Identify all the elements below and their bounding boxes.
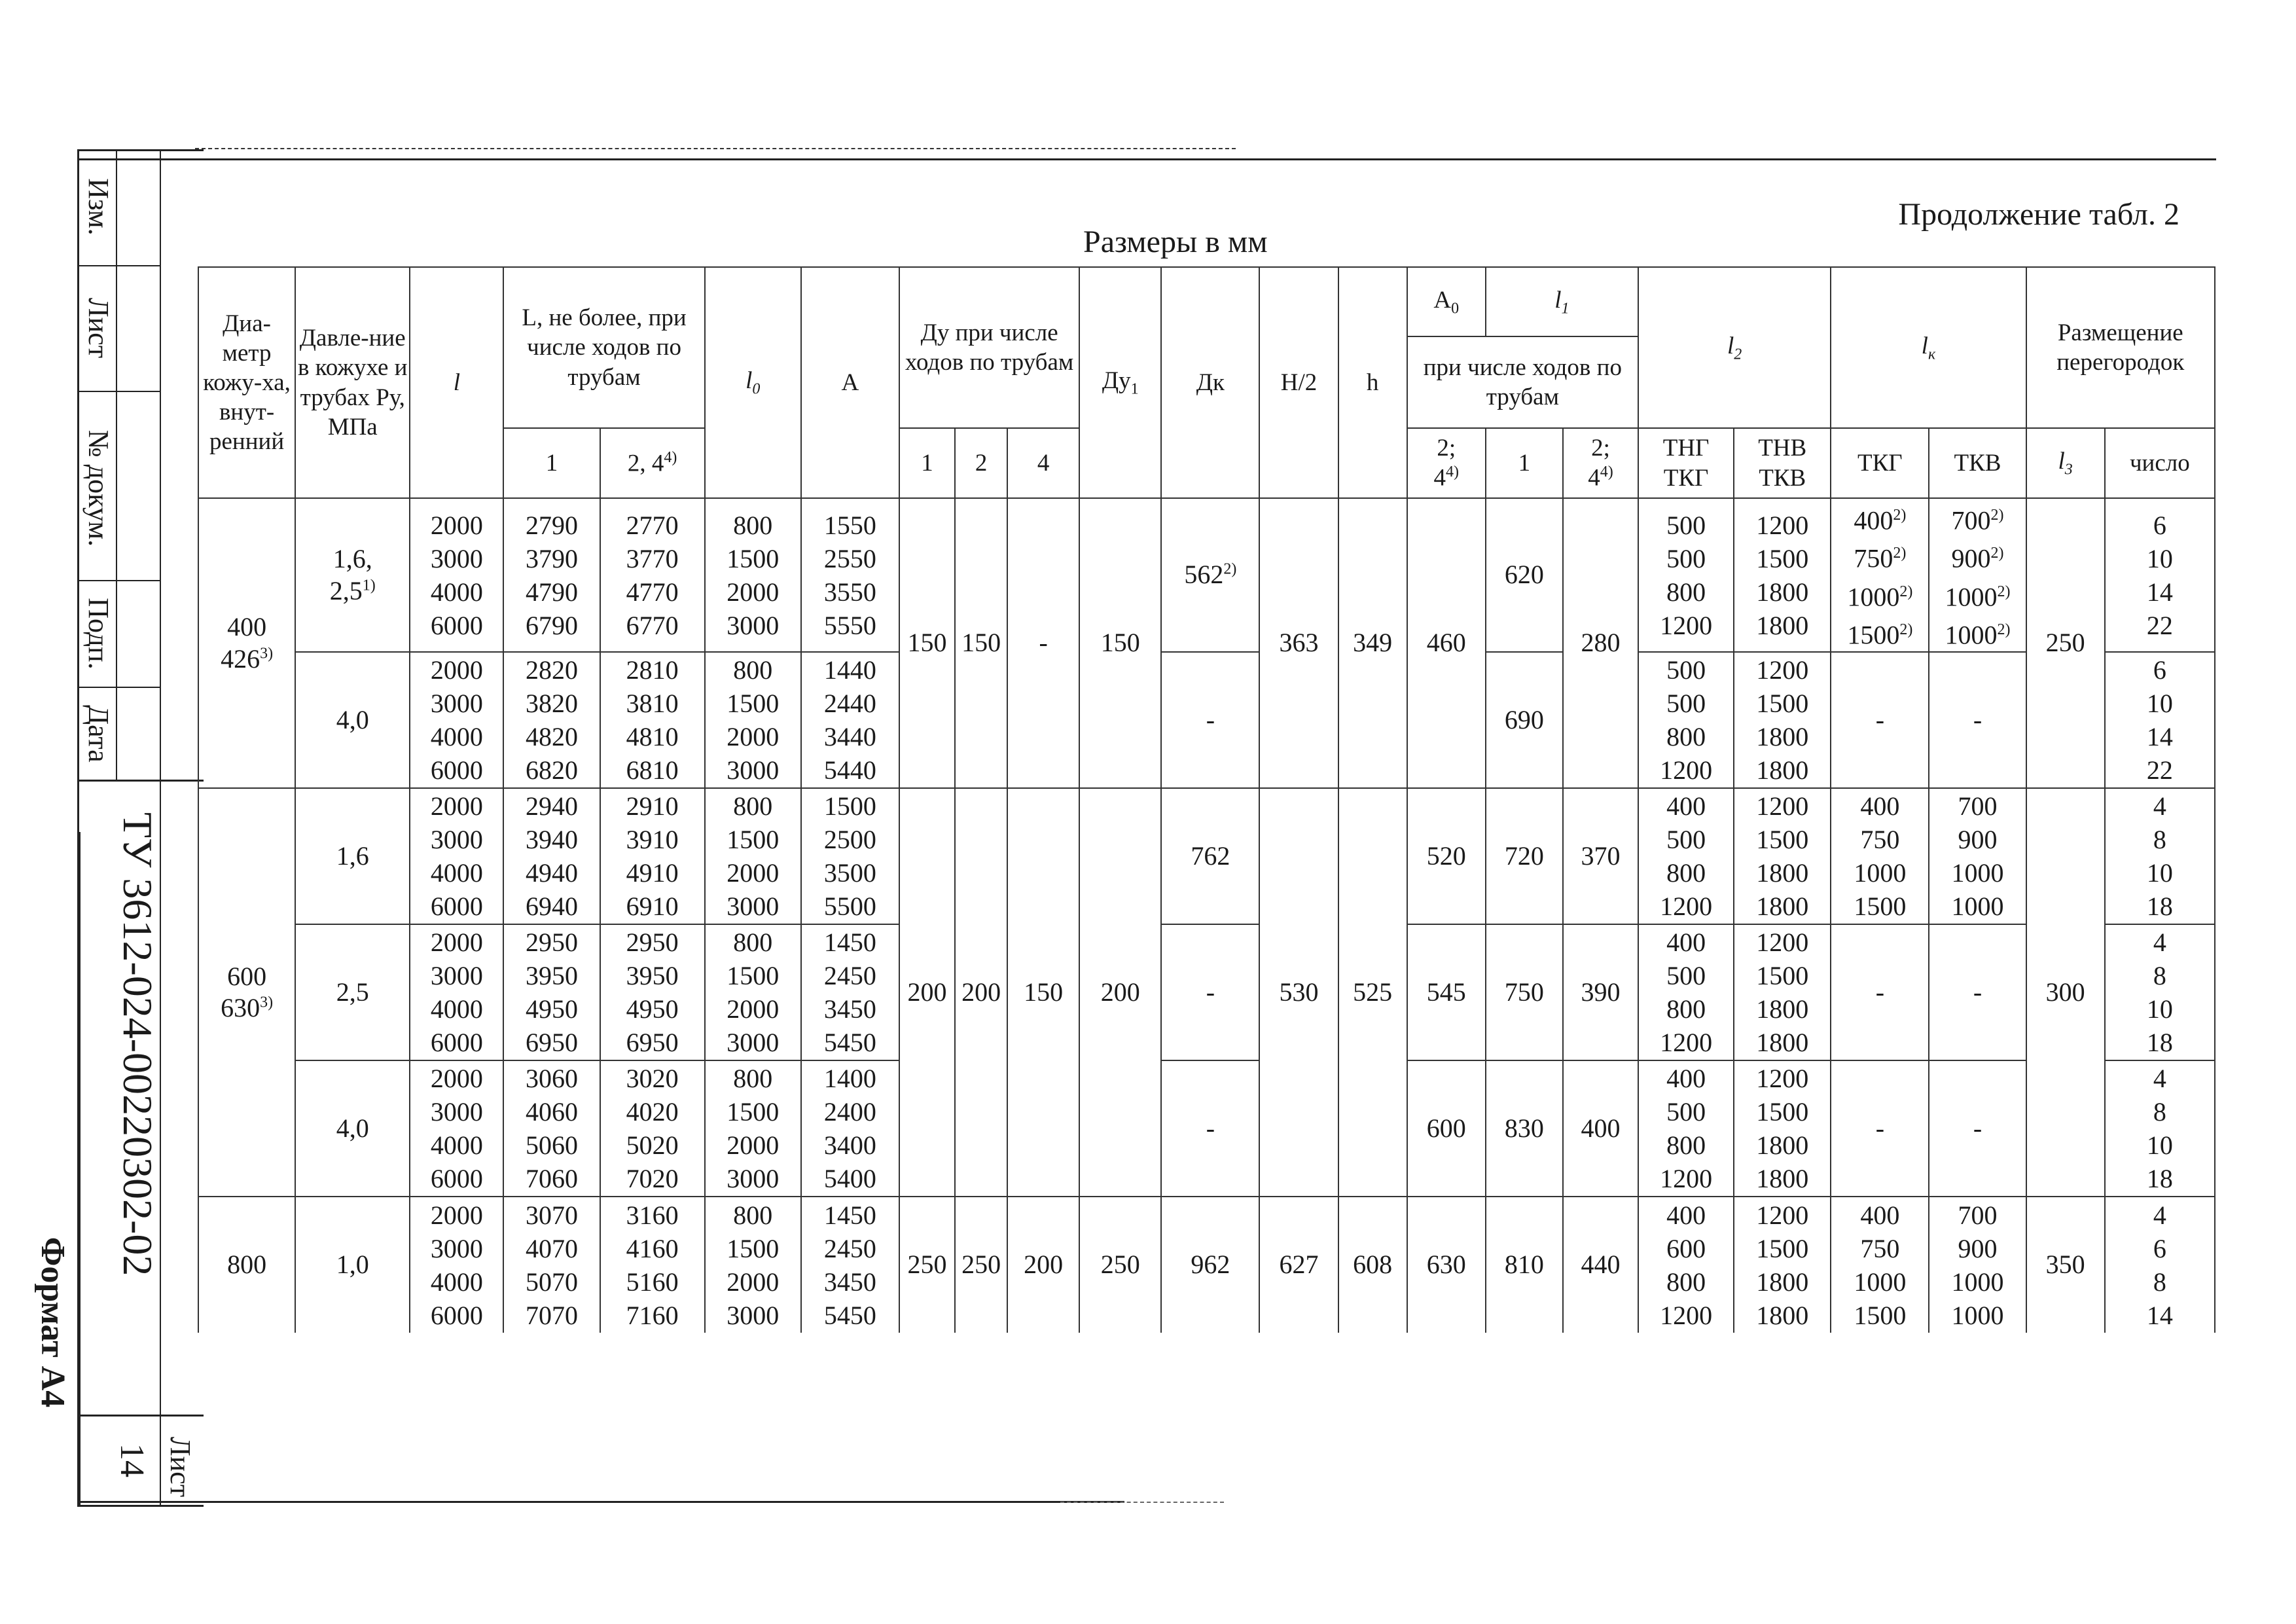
table-cell: 1200 1500 1800 1800 [1734, 1060, 1831, 1197]
table-cell: 2950 3950 4950 6950 [600, 924, 705, 1060]
table-cell: 400 [1563, 1060, 1638, 1197]
table-cell: 150 [899, 498, 955, 788]
col-Dy-1: 1 [899, 428, 955, 498]
table-cell: - [1929, 652, 2026, 788]
table-cell: 3160 4160 5160 7160 [600, 1197, 705, 1333]
table-cell: - [1831, 652, 1929, 788]
table-cell: 3070 4070 5070 7070 [503, 1197, 600, 1333]
table-cell: 1440 2440 3440 5440 [801, 652, 899, 788]
table-cell: 6 10 14 22 [2105, 498, 2215, 652]
col-Dy-4: 4 [1007, 428, 1079, 498]
col-baffles: Размещение перегородок [2026, 267, 2215, 428]
table-row [198, 652, 2215, 788]
diameter-cell: 600 630$^{3)}$ [198, 788, 295, 1197]
table-cell: 3060 4060 5060 7060 [503, 1060, 600, 1197]
table-cell: 400 500 800 1200 [1638, 924, 1734, 1060]
table-cell: 250 [955, 1197, 1007, 1333]
table-cell: 530 [1259, 788, 1338, 1197]
col-lk-a: ТКГ [1831, 428, 1929, 498]
table-cell: - [1929, 1060, 2026, 1197]
table-cell: 800 1500 2000 3000 [705, 1197, 801, 1333]
col-Dy1: $Ду_1$ [1079, 267, 1161, 498]
table-cell: 2910 3910 4910 6910 [600, 788, 705, 924]
col-l1-1: 1 [1486, 428, 1563, 498]
field-list: Лист [82, 297, 115, 359]
table-cell: - [1831, 1060, 1929, 1197]
table-cell: 200 [1079, 788, 1161, 1197]
table-cell: 2820 3820 4820 6820 [503, 652, 600, 788]
table-cell: 2810 3810 4810 6810 [600, 652, 705, 788]
col-lk-b: ТКВ [1929, 428, 2026, 498]
table-cell: 4 8 10 18 [2105, 788, 2215, 924]
sheet-label: Лист [164, 1436, 196, 1498]
table-cell: 2000 3000 4000 6000 [410, 652, 503, 788]
table-cell: 620 [1486, 498, 1563, 652]
pressure-cell: 1,6, 2,5$^{1)}$ [295, 498, 410, 652]
table-row [198, 924, 2215, 1060]
col-l0: $l_0$ [705, 267, 801, 498]
table-cell: 2940 3940 4940 6940 [503, 788, 600, 924]
table-cell: 2000 3000 4000 6000 [410, 1197, 503, 1333]
table-cell: 400 600 800 1200 [1638, 1197, 1734, 1333]
table-cell: 810 [1486, 1197, 1563, 1333]
pressure-cell: 4,0 [295, 1060, 410, 1197]
col-lk: $l_к$ [1831, 267, 2026, 428]
table-cell: 440 [1563, 1197, 1638, 1333]
table-cell: 630 [1407, 1197, 1486, 1333]
table-row [198, 498, 2215, 652]
col-L24: 2, 4$^{4)}$ [600, 428, 705, 498]
col-Dk: Дк [1161, 267, 1259, 498]
top-frame-line [77, 158, 2216, 160]
table-cell: 800 1500 2000 3000 [705, 652, 801, 788]
table-cell: 2000 3000 4000 6000 [410, 1060, 503, 1197]
table-cell: 800 1500 2000 3000 [705, 498, 801, 652]
table-cell: 2950 3950 4950 6950 [503, 924, 600, 1060]
table-cell: - [1929, 924, 2026, 1060]
continuation-label: Продолжение табл. 2 [1898, 197, 2179, 232]
table-body [198, 498, 2215, 1333]
col-Dy-2: 2 [955, 428, 1007, 498]
units-label: Размеры в мм [1083, 225, 1268, 259]
dimensions-table [198, 266, 2215, 1333]
table-cell: 720 [1486, 788, 1563, 924]
col-l1: $l_1$ [1486, 267, 1638, 336]
table-cell: 750 [1486, 924, 1563, 1060]
col-A: A [801, 267, 899, 498]
table-cell: 1200 1500 1800 1800 [1734, 498, 1831, 652]
field-signature: Подп. [82, 598, 115, 670]
table-cell: - [1831, 924, 1929, 1060]
diameter-cell: 800 [198, 1197, 295, 1333]
table-cell: 400 750 1000 1500 [1831, 788, 1929, 924]
table-cell: 250 [1079, 1197, 1161, 1333]
diameter-cell: 400 426$^{3)}$ [198, 498, 295, 788]
table-cell: 627 [1259, 1197, 1338, 1333]
table-cell: 500 500 800 1200 [1638, 498, 1734, 652]
table-cell: 400$^{2)}$ 750$^{2)}$ 1000$^{2)}$ 1500$^{2)}$ [1831, 498, 1929, 652]
table-cell: 525 [1338, 788, 1407, 1197]
field-date: Дата [82, 705, 115, 763]
col-per-passes: при числе ходов по трубам [1407, 336, 1638, 428]
table-cell: 370 [1563, 788, 1638, 924]
table-cell: 700 900 1000 1000 [1929, 1197, 2026, 1333]
table-cell: 562$^{2)}$ [1161, 498, 1259, 652]
col-L1: 1 [503, 428, 600, 498]
table-cell: 200 [899, 788, 955, 1197]
table-cell: - [1161, 652, 1259, 788]
table-cell: 800 1500 2000 3000 [705, 1060, 801, 1197]
table-cell: 1400 2400 3400 5400 [801, 1060, 899, 1197]
col-A0: $A_0$ [1407, 267, 1486, 336]
table-cell: 150 [1007, 788, 1079, 1197]
table-cell: 545 [1407, 924, 1486, 1060]
pressure-cell: 1,0 [295, 1197, 410, 1333]
sheet-number: 14 [113, 1443, 151, 1477]
table-cell: 2000 3000 4000 6000 [410, 924, 503, 1060]
table-cell: 800 1500 2000 3000 [705, 924, 801, 1060]
col-H2: Н/2 [1259, 267, 1338, 498]
col-count: число [2105, 428, 2215, 498]
table-cell: 1200 1500 1800 1800 [1734, 924, 1831, 1060]
table-cell: 150 [1079, 498, 1161, 788]
table-cell: 520 [1407, 788, 1486, 924]
table-cell: 500 500 800 1200 [1638, 652, 1734, 788]
table-cell: 1550 2550 3550 5550 [801, 498, 899, 652]
table-cell: 800 1500 2000 3000 [705, 788, 801, 924]
col-Dy-group: Ду при числе ходов по трубам [899, 267, 1079, 428]
format-label: Формат А4 [34, 1236, 71, 1408]
table-cell: 3020 4020 5020 7020 [600, 1060, 705, 1197]
table-cell: - [1007, 498, 1079, 788]
bottom-frame-line [77, 1501, 1124, 1503]
table-cell: 830 [1486, 1060, 1563, 1197]
table-cell: 460 [1407, 498, 1486, 788]
table-row [198, 1197, 2215, 1333]
col-A0-24: 2; 4$^{4)}$ [1407, 428, 1486, 498]
table-cell: 400 500 800 1200 [1638, 788, 1734, 924]
table-cell: 4 8 10 18 [2105, 1060, 2215, 1197]
table-cell: 700$^{2)}$ 900$^{2)}$ 1000$^{2)}$ 1000$^{2)}$ [1929, 498, 2026, 652]
pressure-cell: 4,0 [295, 652, 410, 788]
table-row [198, 1060, 2215, 1197]
col-l2: $l_2$ [1638, 267, 1831, 428]
left-title-block [77, 149, 204, 1507]
table-cell: 1500 2500 3500 5500 [801, 788, 899, 924]
table-cell: 400 500 800 1200 [1638, 1060, 1734, 1197]
table-cell: 4 6 8 14 [2105, 1197, 2215, 1333]
top-dashed-line [195, 148, 1236, 151]
table-cell: - [1161, 1060, 1259, 1197]
table-cell: 2790 3790 4790 6790 [503, 498, 600, 652]
table-cell: 762 [1161, 788, 1259, 924]
table-cell: 350 [2026, 1197, 2105, 1333]
col-l2-b: ТНВ ТКВ [1734, 428, 1831, 498]
table-cell: 390 [1563, 924, 1638, 1060]
table-cell: 300 [2026, 788, 2105, 1197]
table-row [198, 788, 2215, 924]
table-cell: 363 [1259, 498, 1338, 788]
bottom-dashed-line [1060, 1502, 1224, 1503]
table-cell: 600 [1407, 1060, 1486, 1197]
col-l3: $l_3$ [2026, 428, 2105, 498]
table-cell: 962 [1161, 1197, 1259, 1333]
col-diameter: Диа-метр кожу-ха, внут-ренний [198, 267, 295, 498]
table-cell: 700 900 1000 1000 [1929, 788, 2026, 924]
table-cell: 250 [2026, 498, 2105, 788]
table-cell: 1450 2450 3450 5450 [801, 924, 899, 1060]
table-cell: 250 [899, 1197, 955, 1333]
col-l1-24: 2; 4$^{4)}$ [1563, 428, 1638, 498]
field-izm: Изм. [82, 178, 115, 236]
table-cell: 400 750 1000 1500 [1831, 1197, 1929, 1333]
document-code: ТУ 3612-024-00220302-02 [115, 812, 161, 1276]
field-doc-number: № докум. [82, 429, 115, 547]
table-cell: 4 8 10 18 [2105, 924, 2215, 1060]
table-cell: 2000 3000 4000 6000 [410, 788, 503, 924]
col-l: l [410, 267, 503, 498]
table-cell: 1200 1500 1800 1800 [1734, 1197, 1831, 1333]
table-cell: 690 [1486, 652, 1563, 788]
table-cell: 2770 3770 4770 6770 [600, 498, 705, 652]
table-cell: 200 [955, 788, 1007, 1197]
col-pressure: Давле-ние в кожухе и трубах Ру, МПа [295, 267, 410, 498]
table-cell: 608 [1338, 1197, 1407, 1333]
table-cell: 6 10 14 22 [2105, 652, 2215, 788]
col-h: h [1338, 267, 1407, 498]
pressure-cell: 2,5 [295, 924, 410, 1060]
table-cell: 1450 2450 3450 5450 [801, 1197, 899, 1333]
col-l2-a: ТНГ ТКГ [1638, 428, 1734, 498]
table-cell: 150 [955, 498, 1007, 788]
table-cell: 2000 3000 4000 6000 [410, 498, 503, 652]
table-cell: 349 [1338, 498, 1407, 788]
table-cell: 200 [1007, 1197, 1079, 1333]
table-cell: 280 [1563, 498, 1638, 788]
pressure-cell: 1,6 [295, 788, 410, 924]
table-cell: - [1161, 924, 1259, 1060]
table-cell: 1200 1500 1800 1800 [1734, 788, 1831, 924]
col-L-group: L, не более, при числе ходов по трубам [503, 267, 704, 428]
table-cell: 1200 1500 1800 1800 [1734, 652, 1831, 788]
